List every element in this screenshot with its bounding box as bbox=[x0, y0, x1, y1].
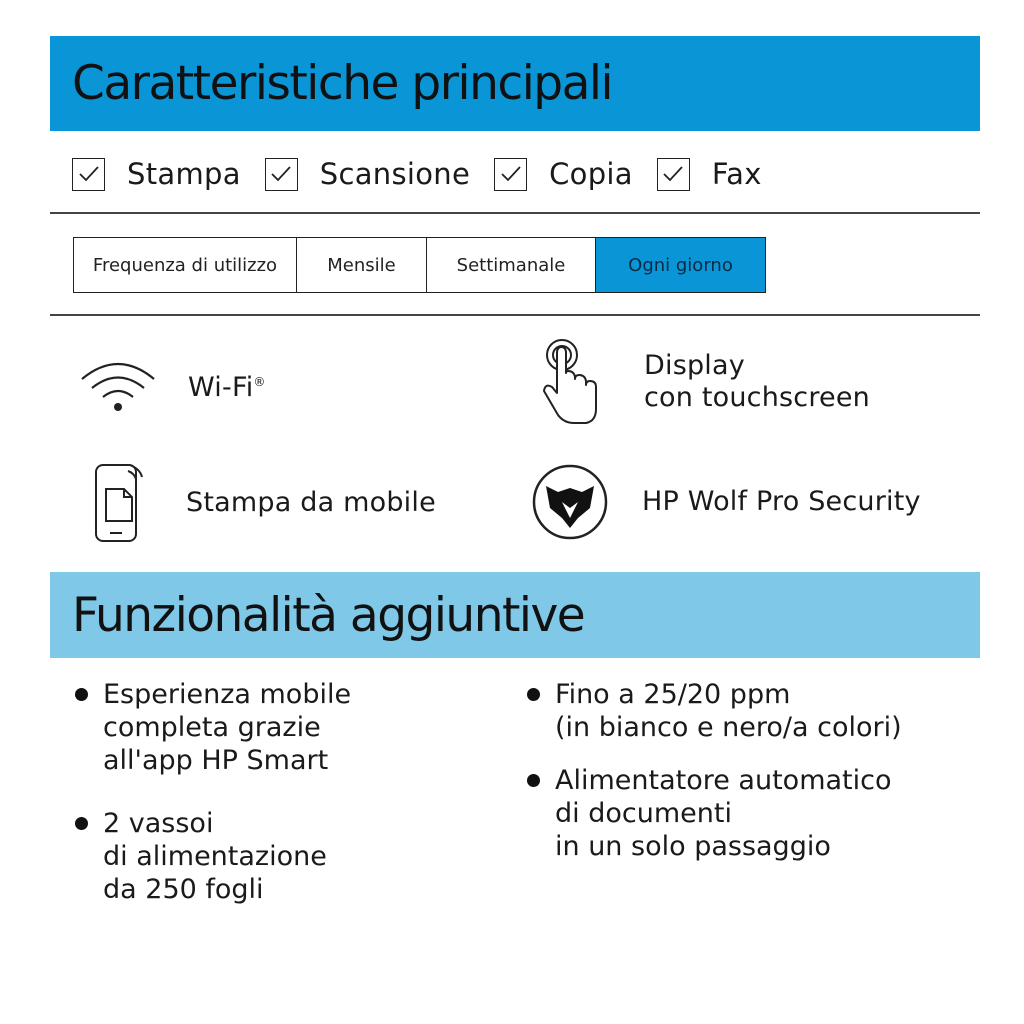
extras-left-list bbox=[75, 678, 351, 936]
usage-frequency-bar bbox=[73, 237, 766, 293]
bullet-icon bbox=[75, 817, 88, 830]
wolf-security-icon bbox=[530, 462, 610, 542]
function-label: Fax bbox=[711, 157, 762, 191]
feature-wifi bbox=[78, 345, 266, 425]
extra-features-title: Funzionalità aggiuntive bbox=[72, 587, 585, 643]
checkbox-checked-icon bbox=[657, 158, 690, 191]
registered-mark: ® bbox=[253, 375, 266, 389]
frequency-heading: Frequenza di utilizzo bbox=[74, 238, 297, 292]
frequency-monthly: Mensile bbox=[297, 238, 427, 292]
bullet-icon bbox=[75, 688, 88, 701]
list-item bbox=[75, 807, 351, 906]
list-item-text: Esperienza mobile completa grazie all'app HP Smart bbox=[103, 679, 352, 776]
divider bbox=[50, 314, 980, 316]
list-item-text: Fino a 25/20 ppm (in bianco e nero/a colori) bbox=[555, 679, 902, 743]
function-checklist bbox=[72, 150, 786, 198]
feature-label: Stampa da mobile bbox=[186, 487, 436, 518]
function-label: Scansione bbox=[319, 157, 471, 191]
checkbox-checked-icon bbox=[265, 158, 298, 191]
extras-right-list bbox=[527, 678, 902, 893]
list-item-text: Alimentatore automatico di documenti in un solo passaggio bbox=[555, 765, 892, 862]
feature-label: Wi-Fi® bbox=[188, 372, 266, 403]
divider bbox=[50, 212, 980, 214]
main-features-title: Caratteristiche principali bbox=[72, 56, 613, 111]
list-item bbox=[527, 678, 902, 744]
list-item-text: 2 vassoi di alimentazione da 250 fogli bbox=[103, 808, 327, 905]
wifi-icon bbox=[78, 345, 158, 425]
frequency-daily-selected: Ogni giorno bbox=[596, 238, 765, 292]
checkbox-checked-icon bbox=[72, 158, 105, 191]
feature-label: Display con touchscreen bbox=[644, 350, 870, 413]
mobile-print-icon bbox=[78, 463, 158, 543]
checkbox-checked-icon bbox=[494, 158, 527, 191]
list-item bbox=[527, 764, 902, 863]
main-features-banner bbox=[50, 36, 980, 131]
function-scan bbox=[265, 157, 470, 191]
bullet-icon bbox=[527, 774, 540, 787]
function-label: Copia bbox=[549, 157, 633, 191]
function-label: Stampa bbox=[127, 157, 241, 191]
feature-touchscreen bbox=[530, 342, 870, 422]
feature-label: HP Wolf Pro Security bbox=[642, 486, 921, 517]
feature-mobile-print bbox=[78, 463, 436, 543]
extra-features-banner bbox=[50, 572, 980, 658]
frequency-weekly: Settimanale bbox=[427, 238, 596, 292]
touch-hand-icon bbox=[530, 342, 610, 422]
function-fax bbox=[657, 157, 762, 191]
feature-wolf-security bbox=[530, 462, 921, 542]
list-item bbox=[75, 678, 351, 777]
function-print bbox=[72, 157, 241, 191]
bullet-icon bbox=[527, 688, 540, 701]
function-copy bbox=[494, 157, 633, 191]
